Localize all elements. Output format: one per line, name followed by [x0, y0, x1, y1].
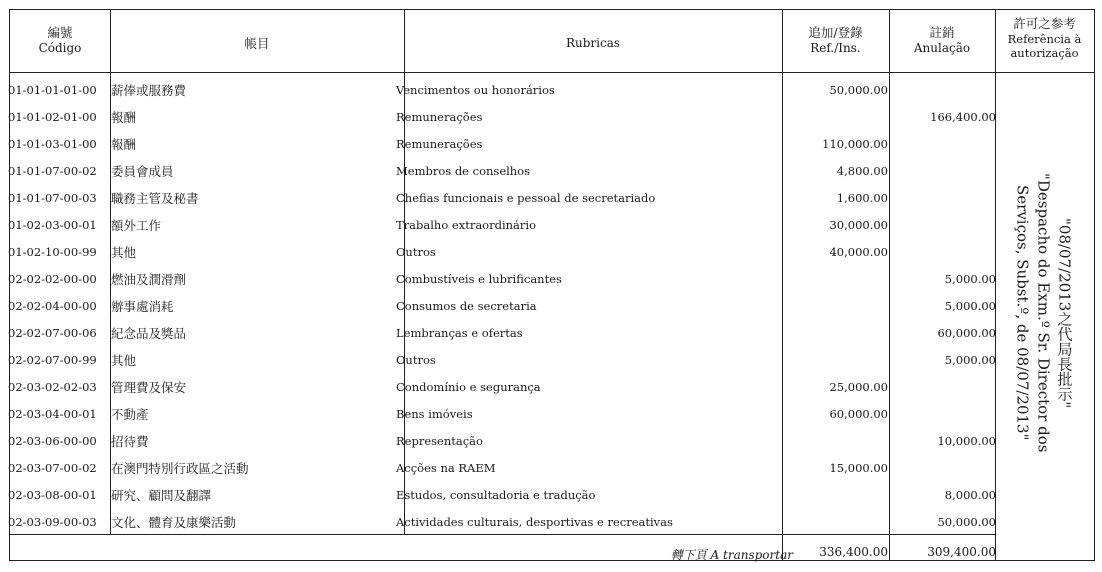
row-rubric-pt: Representação	[396, 434, 483, 448]
row-account-zh: 委員會成員	[111, 164, 174, 179]
header-account	[110, 36, 404, 52]
header-anul-pt: Anulação	[913, 40, 971, 55]
row-account-zh: 報酬	[111, 137, 137, 152]
table-border-bottom	[9, 560, 1095, 561]
row-anul-amount: 166,400.00	[930, 110, 996, 124]
authorization-line-1: "08/07/2013之代局長批示"	[1055, 217, 1074, 409]
row-account-zh: 薪俸或服務費	[111, 83, 187, 98]
row-code: 01-01-01-01-00	[8, 83, 97, 97]
row-code: 01-02-03-00-01	[8, 218, 97, 232]
row-code: 02-02-07-00-06	[8, 326, 97, 340]
row-anul-amount: 10,000.00	[937, 434, 996, 448]
row-rubric-pt: Vencimentos ou honorários	[396, 83, 555, 97]
row-code: 01-02-10-00-99	[8, 245, 97, 259]
header-auth-pt1: Referência à	[1007, 31, 1082, 46]
authorization-line-3: Serviços, Subst.º, de 08/07/2013"	[1013, 185, 1032, 441]
row-code: 01-01-02-01-00	[8, 110, 97, 124]
row-rubric-pt: Remunerações	[396, 110, 483, 124]
row-ref-amount: 25,000.00	[829, 380, 888, 394]
row-account-zh: 研究、顧問及翻譯	[111, 488, 212, 503]
row-anul-amount: 5,000.00	[944, 353, 996, 367]
row-rubric-pt: Condomínio e segurança	[396, 380, 541, 394]
row-code: 02-02-02-00-00	[8, 272, 97, 286]
header-auth-pt2: autorização	[1010, 46, 1079, 60]
row-ref-amount: 60,000.00	[829, 407, 888, 421]
totals-divider	[9, 534, 996, 535]
authorization-reference	[1005, 84, 1081, 542]
row-account-zh: 招待費	[111, 434, 149, 449]
row-rubric-pt: Lembranças e ofertas	[396, 326, 523, 340]
row-code: 02-03-07-00-02	[8, 461, 97, 475]
row-rubric-pt: Estudos, consultadoria e tradução	[396, 488, 596, 502]
row-rubric-pt: Remunerações	[396, 137, 483, 151]
row-code: 01-01-03-01-00	[8, 137, 97, 151]
row-code: 02-02-04-00-00	[8, 299, 97, 313]
row-account-zh: 辦事處消耗	[111, 299, 174, 314]
header-code-pt: Código	[38, 40, 82, 55]
row-ref-amount: 40,000.00	[829, 245, 888, 259]
totals-label: 轉下頁 A transportar	[670, 548, 793, 562]
row-code: 02-03-04-00-01	[8, 407, 97, 421]
row-rubric-pt: Acções na RAEM	[396, 461, 496, 475]
row-rubric-pt: Membros de conselhos	[396, 164, 531, 178]
row-rubric-pt: Trabalho extraordinário	[396, 218, 536, 232]
header-account-zh: 帳目	[244, 36, 270, 51]
row-code: 01-01-07-00-02	[8, 164, 97, 178]
header-ref-zh: 追加/登錄	[808, 25, 863, 40]
header-anul-zh: 註銷	[929, 25, 955, 40]
totals-anul: 309,400.00	[927, 545, 996, 559]
row-anul-amount: 5,000.00	[944, 299, 996, 313]
row-ref-amount: 4,800.00	[836, 164, 888, 178]
header-code	[10, 25, 110, 56]
table-border-top	[9, 9, 1095, 10]
table-border-right	[1094, 9, 1095, 561]
row-rubric-pt: Combustíveis e lubrificantes	[396, 272, 562, 286]
row-ref-amount: 50,000.00	[829, 83, 888, 97]
row-anul-amount: 8,000.00	[944, 488, 996, 502]
header-rubric-pt: Rubricas	[565, 36, 621, 50]
row-code: 02-03-09-00-03	[8, 515, 97, 529]
row-account-zh: 其他	[111, 245, 137, 260]
row-account-zh: 紀念品及獎品	[111, 326, 187, 341]
row-account-zh: 管理費及保安	[111, 380, 187, 395]
row-code: 02-03-06-00-00	[8, 434, 97, 448]
row-ref-amount: 110,000.00	[822, 137, 888, 151]
header-divider	[9, 72, 1095, 73]
row-ref-amount: 15,000.00	[829, 461, 888, 475]
row-rubric-pt: Chefias funcionais e pessoal de secretariado	[396, 191, 656, 205]
row-account-zh: 在澳門特別行政區之活動	[111, 461, 249, 476]
row-anul-amount: 50,000.00	[937, 515, 996, 529]
row-rubric-pt: Outros	[396, 245, 436, 259]
header-code-zh: 編號	[47, 25, 73, 40]
row-code: 02-03-02-02-03	[8, 380, 97, 394]
row-account-zh: 燃油及潤滑劑	[111, 272, 187, 287]
header-anul	[889, 25, 995, 56]
header-ref	[782, 25, 889, 56]
row-code: 01-01-07-00-03	[8, 191, 97, 205]
row-rubric-pt: Actividades culturais, desportivas e recreativas	[396, 515, 673, 529]
header-rubric	[404, 36, 782, 51]
row-code: 02-02-07-00-99	[8, 353, 97, 367]
row-account-zh: 報酬	[111, 110, 137, 125]
authorization-line-2: "Despacho do Exm.º Sr. Director dos	[1034, 173, 1053, 453]
row-account-zh: 額外工作	[111, 218, 162, 233]
row-rubric-pt: Bens imóveis	[396, 407, 473, 421]
row-code: 02-03-08-00-01	[8, 488, 97, 502]
row-anul-amount: 5,000.00	[944, 272, 996, 286]
row-account-zh: 職務主管及秘書	[111, 191, 199, 206]
row-ref-amount: 30,000.00	[829, 218, 888, 232]
header-ref-pt: Ref./Ins.	[810, 40, 861, 55]
row-account-zh: 其他	[111, 353, 137, 368]
col-divider-rubric	[782, 9, 783, 561]
header-auth-zh: 許可之参考	[1013, 16, 1076, 31]
row-rubric-pt: Consumos de secretaria	[396, 299, 537, 313]
row-rubric-pt: Outros	[396, 353, 436, 367]
col-divider-ref	[889, 9, 890, 561]
header-auth	[995, 16, 1094, 60]
row-account-zh: 不動產	[111, 407, 149, 422]
totals-ref: 336,400.00	[819, 545, 888, 559]
row-account-zh: 文化、體育及康樂活動	[111, 515, 237, 530]
row-anul-amount: 60,000.00	[937, 326, 996, 340]
row-ref-amount: 1,600.00	[836, 191, 888, 205]
